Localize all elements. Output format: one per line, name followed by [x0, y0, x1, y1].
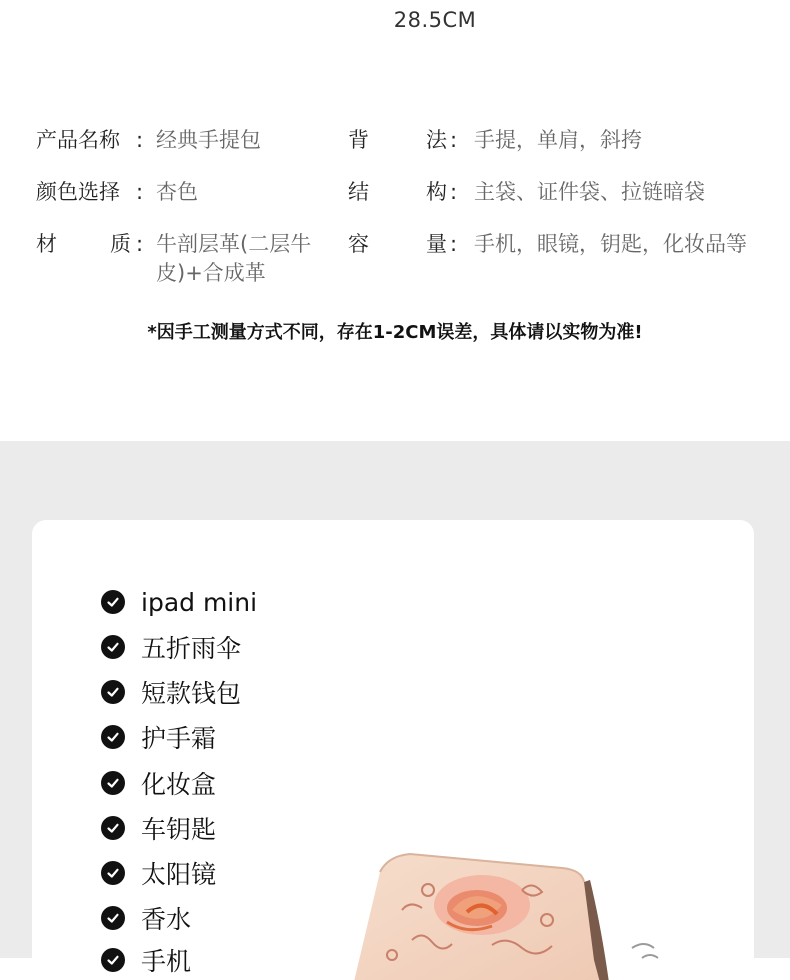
colon: : — [136, 128, 144, 152]
list-item — [101, 632, 241, 662]
list-item-label: 化妆盒 — [141, 770, 217, 799]
list-item — [101, 858, 216, 888]
list-item-label: ipad mini — [141, 587, 258, 617]
colon: : — [450, 128, 458, 152]
colon: : — [136, 180, 144, 204]
spec-key-color: 颜色选择 — [36, 180, 120, 204]
check-icon — [101, 771, 125, 795]
spec-key-material-b: 质 — [110, 232, 131, 256]
list-item-label: 车钥匙 — [141, 815, 217, 844]
list-item-label: 手机 — [141, 947, 192, 976]
dimension-label: 28.5CM — [393, 8, 477, 32]
list-item-label: 护手霜 — [141, 724, 217, 753]
spec-value-material-line1: 牛剖层革(二层牛 — [156, 232, 312, 256]
list-item — [101, 813, 216, 843]
spec-row-color — [36, 177, 790, 207]
spec-key-carry-a: 背 — [348, 128, 369, 152]
spec-value-carry: 手提，单肩，斜挎 — [474, 128, 642, 152]
spec-value-product-name: 经典手提包 — [156, 128, 261, 152]
spec-value-capacity: 手机，眼镜，钥匙，化妆品等 — [474, 232, 747, 256]
list-item — [101, 768, 216, 798]
list-item-label: 五折雨伞 — [141, 634, 242, 663]
list-item — [101, 587, 257, 617]
list-item-label: 太阳镜 — [141, 860, 217, 889]
spec-value-color: 杏色 — [156, 180, 198, 204]
spec-row-material — [36, 229, 790, 289]
spec-value-material-line2: 皮)+合成革 — [156, 261, 266, 285]
spec-key-structure-a: 结 — [348, 180, 369, 204]
list-item-label: 香水 — [141, 905, 192, 934]
spec-key-structure-b: 构 — [426, 180, 447, 204]
check-icon — [101, 635, 125, 659]
check-icon — [101, 590, 125, 614]
spec-value-structure: 主袋、证件袋、拉链暗袋 — [474, 180, 705, 204]
capacity-card — [32, 520, 754, 980]
check-icon — [101, 948, 125, 972]
check-icon — [101, 861, 125, 885]
spec-key-product-name: 产品名称 — [36, 128, 120, 152]
list-item — [101, 677, 241, 707]
spec-key-capacity-a: 容 — [348, 232, 369, 256]
check-icon — [101, 906, 125, 930]
list-item — [101, 903, 191, 933]
list-item — [101, 722, 216, 752]
colon: : — [136, 232, 144, 256]
spec-key-capacity-b: 量 — [426, 232, 447, 256]
list-item-label: 短款钱包 — [141, 679, 242, 708]
check-icon — [101, 816, 125, 840]
spec-row-name — [36, 125, 790, 155]
spec-key-carry-b: 法 — [426, 128, 447, 152]
spec-key-material-a: 材 — [36, 232, 57, 256]
check-icon — [101, 725, 125, 749]
embroidered-bag-image — [332, 850, 754, 980]
measurement-note: *因手工测量方式不同，存在1-2CM误差，具体请以实物为准! — [147, 322, 643, 343]
colon: : — [450, 232, 458, 256]
check-icon — [101, 680, 125, 704]
list-item — [101, 945, 191, 975]
colon: : — [450, 180, 458, 204]
